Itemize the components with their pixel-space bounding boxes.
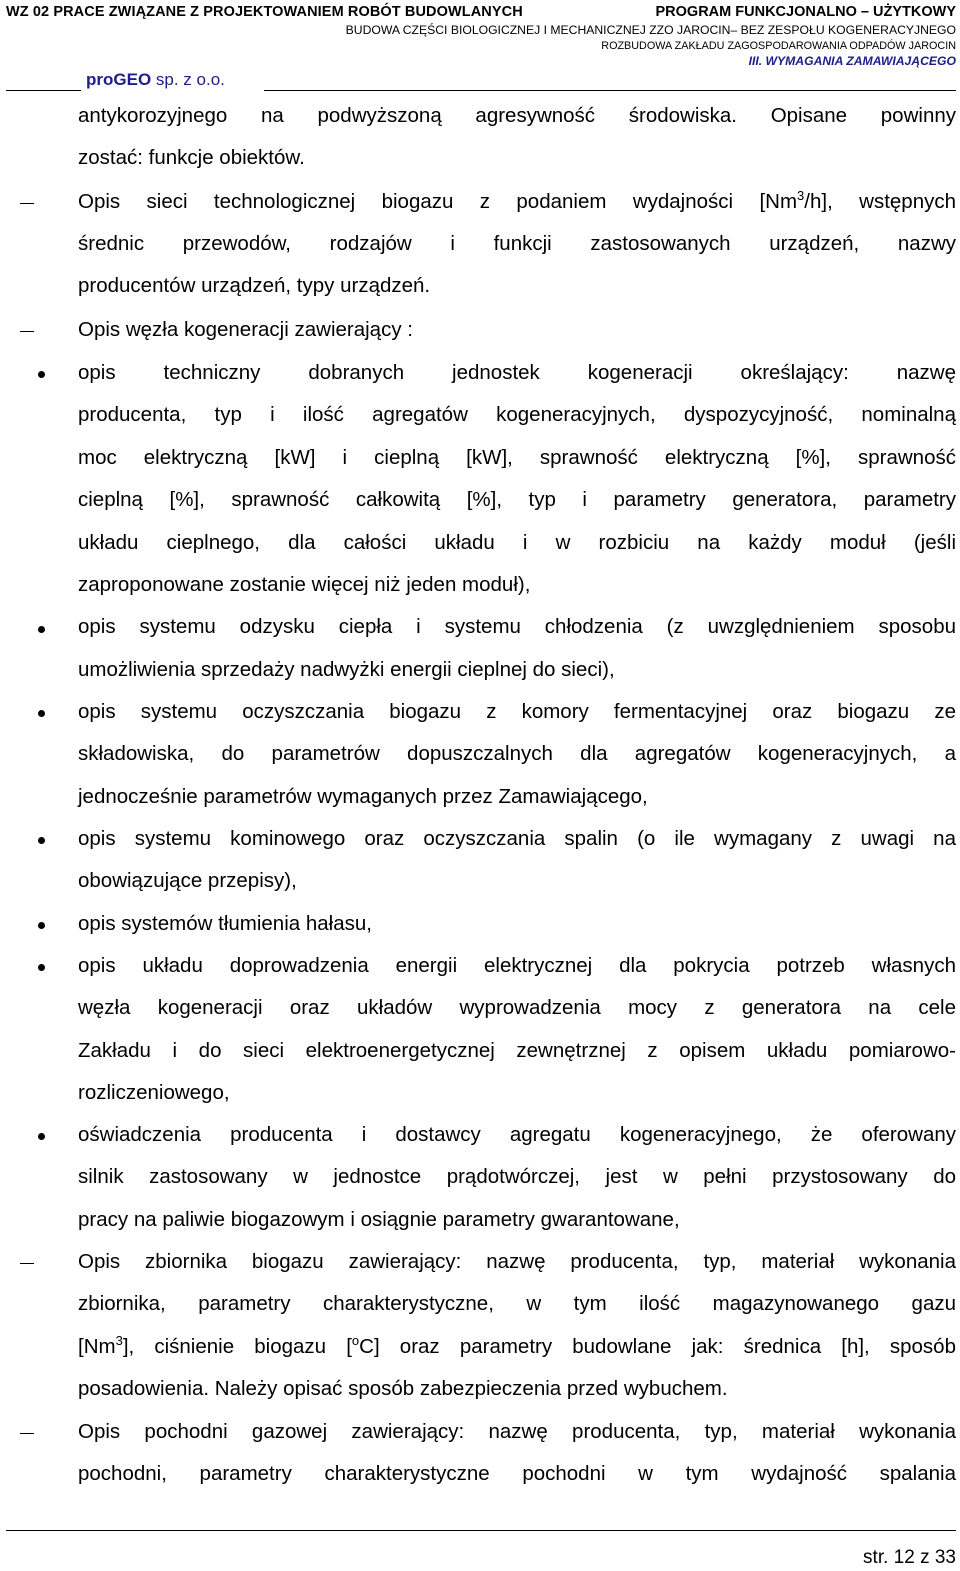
text-line: Opis zbiornika biogazu zawierający: nazwę producenta, typ, materiał wykonania [78, 1250, 956, 1273]
page-number: str. 12 z 33 [863, 1547, 956, 1568]
bullet-marker [38, 710, 45, 717]
dash-marker [20, 1433, 34, 1434]
text-line: opis systemu odzysku ciepła i systemu chłodzenia (z uwzględnieniem sposobu [78, 615, 956, 638]
text-line: opis systemów tłumienia hałasu, [78, 912, 372, 935]
bullet-marker [38, 371, 45, 378]
bullet-marker [38, 922, 45, 929]
dash-marker [20, 331, 34, 332]
text-line: moc elektryczną [kW] i cieplną [kW], sprawność elektryczną [%], sprawność [78, 446, 956, 469]
bullet-marker [38, 1133, 45, 1140]
text-line: pochodni, parametry charakterystyczne pochodni w tym wydajność spalania [78, 1462, 956, 1485]
text-line: [Nm$^3$], ciśnienie biogazu [$^o$C] oraz parametry budowlane jak: średnica [h], sposób [78, 1333, 956, 1358]
text-line: składowiska, do parametrów dopuszczalnych dla agregatów kogeneracyjnych, a [78, 742, 956, 765]
header-document-code: WZ 02 PRACE ZWIĄZANE Z PROJEKTOWANIEM ROBÓT BUDOWLANYCH [6, 4, 523, 20]
text-line: silnik zastosowany w jednostce prądotwórczej, jest w pełni przystosowany do [78, 1165, 956, 1188]
text-line: Opis sieci technologicznej biogazu z podaniem wydajności [Nm$^3$/h], wstępnych [78, 188, 956, 213]
bullet-marker [38, 964, 45, 971]
text-line: zostać: funkcje obiektów. [78, 146, 305, 169]
text-line: producenta, typ i ilość agregatów kogeneracyjnych, dyspozycyjność, nominalną [78, 403, 956, 426]
text-line: producentów urządzeń, typy urządzeń. [78, 274, 431, 297]
bullet-marker [38, 626, 45, 633]
bullet-marker [38, 837, 45, 844]
header-project-line-1: BUDOWA CZĘŚCI BIOLOGICZNEJ I MECHANICZNEJ ZZO JAROCIN– BEZ ZESPOŁU KOGENERACYJNEGO [345, 23, 956, 37]
dash-marker [20, 1263, 34, 1264]
company-suffix: sp. z o.o. [151, 70, 225, 89]
header-section-title: III. WYMAGANIA ZAMAWIAJĄCEGO [748, 54, 956, 68]
footer-rule [6, 1530, 956, 1531]
text-line: układu cieplnego, dla całości układu i w rozbiciu na każdy moduł (jeśli [78, 531, 956, 554]
text-line: pracy na paliwie biogazowym i osiągnie parametry gwarantowane, [78, 1208, 680, 1231]
text-line: zaproponowane zostanie więcej niż jeden moduł), [78, 573, 531, 596]
text-line: posadowienia. Należy opisać sposób zabezpieczenia przed wybuchem. [78, 1377, 728, 1400]
text-line: średnic przewodów, rodzajów i funkcji zastosowanych urządzeń, nazwy [78, 232, 956, 255]
text-line: opis techniczny dobranych jednostek kogeneracji określający: nazwę [78, 361, 956, 384]
dash-marker [20, 203, 34, 204]
text-line: Zakładu i do sieci elektroenergetycznej zewnętrznej z opisem układu pomiarowo- [78, 1039, 956, 1062]
text-line: Opis pochodni gazowej zawierający: nazwę producenta, typ, materiał wykonania [78, 1420, 956, 1443]
text-line: cieplną [%], sprawność całkowitą [%], typ i parametry generatora, parametry [78, 488, 956, 511]
text-line: opis układu doprowadzenia energii elektrycznej dla pokrycia potrzeb własnych [78, 954, 956, 977]
text-line: umożliwienia sprzedaży nadwyżki energii cieplnej do sieci), [78, 658, 615, 681]
text-line: jednocześnie parametrów wymaganych przez Zamawiającego, [78, 785, 648, 808]
text-line: opis systemu kominowego oraz oczyszczania spalin (o ile wymagany z uwagi na [78, 827, 956, 850]
text-line: Opis węzła kogeneracji zawierający : [78, 318, 413, 341]
text-line: zbiornika, parametry charakterystyczne, w tym ilość magazynowanego gazu [78, 1292, 956, 1315]
header-project-line-2: ROZBUDOWA ZAKŁADU ZAGOSPODAROWANIA ODPADÓW JAROCIN [601, 40, 956, 52]
text-line: opis systemu oczyszczania biogazu z komory fermentacyjnej oraz biogazu ze [78, 700, 956, 723]
company-name: proGEO [86, 70, 152, 89]
header-program-title: PROGRAM FUNKCJONALNO – UŻYTKOWY [655, 4, 956, 20]
text-line: oświadczenia producenta i dostawcy agregatu kogeneracyjnego, że oferowany [78, 1123, 956, 1146]
text-line: obowiązujące przepisy), [78, 869, 297, 892]
text-line: węzła kogeneracji oraz układów wyprowadzenia mocy z generatora na cele [78, 996, 956, 1019]
text-line: rozliczeniowego, [78, 1081, 230, 1104]
text-line: antykorozyjnego na podwyższoną agresywność środowiska. Opisane powinny [78, 104, 956, 127]
